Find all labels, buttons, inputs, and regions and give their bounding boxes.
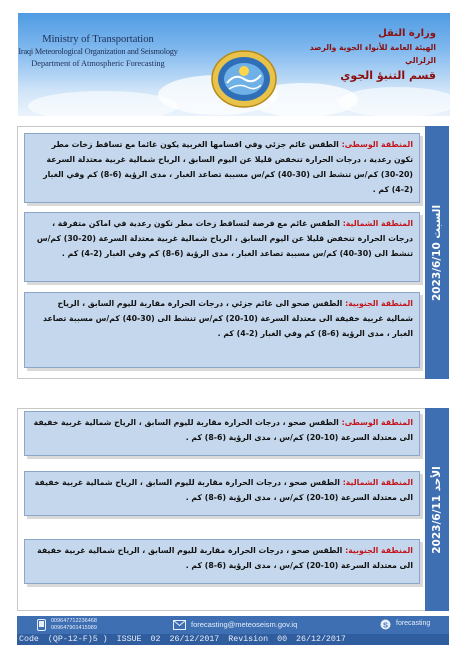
meteorology-logo xyxy=(211,49,277,109)
region-forecast: الطقس صحو ، درجات الحرارة مقاربة لليوم السابق ، الرياح شمالية غربية خفيفة الى معتدلة السرعة (10-20) كم/س ، مدى الرؤية (6-8) كم . xyxy=(34,478,413,502)
region-card-north xyxy=(24,212,420,282)
region-card-south xyxy=(24,292,420,368)
footer xyxy=(17,616,449,647)
region-forecast: الطقس غائم جزئي وفي اقسامها الغربية يكون غائما مع تساقط زخات مطر تكون رعدية ، درجات الحرارة تنخفض قليلا عن اليوم السابق ، الرياح شمالية غربية معتدلة السرعة (20-30) كم/س تنشط الى (30-40) كم/س مسببة تصاعد الغبار ، مدى الرؤية (6-8) كم وفي الغبار (2-4) كم . xyxy=(43,140,413,194)
department-name: Department of Atmospheric Forecasting xyxy=(31,59,165,68)
email-icon xyxy=(173,620,186,630)
region-forecast: الطقس صحو ، درجات الحرارة مقاربة لليوم السابق ، الرياح شمالية غربية خفيفة الى معتدلة السرعة (10-20) كم/س ، مدى الرؤية (6-8) كم . xyxy=(33,418,413,442)
region-forecast: الطقس غائم مع فرصة لتساقط زخات مطر تكون رعدية في اماكن متفرقة ، درجات الحرارة تنخفض قليلا عن اليوم السابق ، الرياح شمالية غربية معتدلة السرعة (20-30) كم/س تنشط الى (30-40) كم/س مسببة تصاعد الغبار ، مدى الرؤية (6-8) كم وفي الغبار (2-4) كم . xyxy=(36,219,413,258)
day-label: السبت 2023/6/10 xyxy=(431,204,443,301)
header-arabic xyxy=(306,27,436,84)
region-forecast: الطقس صحو الى غائم جزئي ، درجات الحرارة مقاربة لليوم السابق ، الرياح شمالية غربية خفيفة الى معتدلة السرعة (10-20) كم/س تنشط الى (30-40) كم/س مسببة تصاعد الغبار ، مدى الرؤية (6-8) كم وفي الغبار (2-4) كم . xyxy=(42,299,413,338)
cloud-shape xyxy=(28,91,178,116)
department-arabic: قسم التنبؤ الجوي xyxy=(340,69,436,82)
revision-value: 00 xyxy=(277,635,288,644)
day-side-bar xyxy=(425,408,449,611)
code-label: Code xyxy=(19,635,39,644)
phone-number: 009647712236468 xyxy=(51,618,97,624)
svg-text:S: S xyxy=(382,620,389,630)
day-label: الأحد 2023/6/11 xyxy=(431,465,443,554)
ministry-arabic: وزارة النقل xyxy=(378,28,436,39)
document-code-line xyxy=(17,634,449,645)
region-name: المنطقة الوسطى: xyxy=(341,140,413,149)
phone-number: 009647901415989 xyxy=(51,625,97,631)
organization-arabic: الهيئة العامة للأنواء الجوية والرصد الزلزالي xyxy=(309,43,436,65)
region-card-south xyxy=(24,539,420,584)
region-card-north xyxy=(24,471,420,516)
region-card-central xyxy=(24,411,420,456)
day-group-sunday xyxy=(17,408,449,611)
revision-label: Revision xyxy=(228,635,269,644)
skype-id: forecasting xyxy=(396,620,431,627)
footer-contact-bar xyxy=(17,616,449,634)
skype-icon xyxy=(380,619,391,630)
region-card-central xyxy=(24,133,420,203)
issue-date: 26/12/2017 xyxy=(169,635,220,644)
revision-date: 26/12/2017 xyxy=(296,635,346,644)
region-name: المنطقة الوسطى: xyxy=(341,418,413,427)
region-name: المنطقة الشمالية: xyxy=(342,478,413,487)
issue-label: ISSUE xyxy=(116,635,142,644)
day-group-saturday xyxy=(17,126,449,379)
email-link[interactable]: forecasting@meteoseism.gov.iq xyxy=(191,620,298,629)
phone-icon xyxy=(37,619,46,631)
header-english xyxy=(18,33,178,70)
region-name: المنطقة الجنوبية: xyxy=(345,546,413,555)
code-value: (QP-12-F)5 ) xyxy=(47,635,108,644)
ministry-name: Ministry of Transportation xyxy=(42,34,154,45)
region-name: المنطقة الجنوبية: xyxy=(345,299,413,308)
region-forecast: الطقس صحو ، درجات الحرارة مقاربة لليوم السابق ، الرياح شمالية غربية خفيفة الى معتدلة السرعة (10-20) كم/س ، مدى الرؤية (6-8) كم . xyxy=(37,546,413,570)
day-side-bar xyxy=(425,126,449,379)
header-banner xyxy=(18,13,450,116)
region-name: المنطقة الشمالية: xyxy=(342,219,413,228)
organization-name: Iraqi Meteorological Organization and Seismology xyxy=(18,47,178,56)
issue-value: 02 xyxy=(150,635,161,644)
cloud-shape xyxy=(338,87,450,116)
